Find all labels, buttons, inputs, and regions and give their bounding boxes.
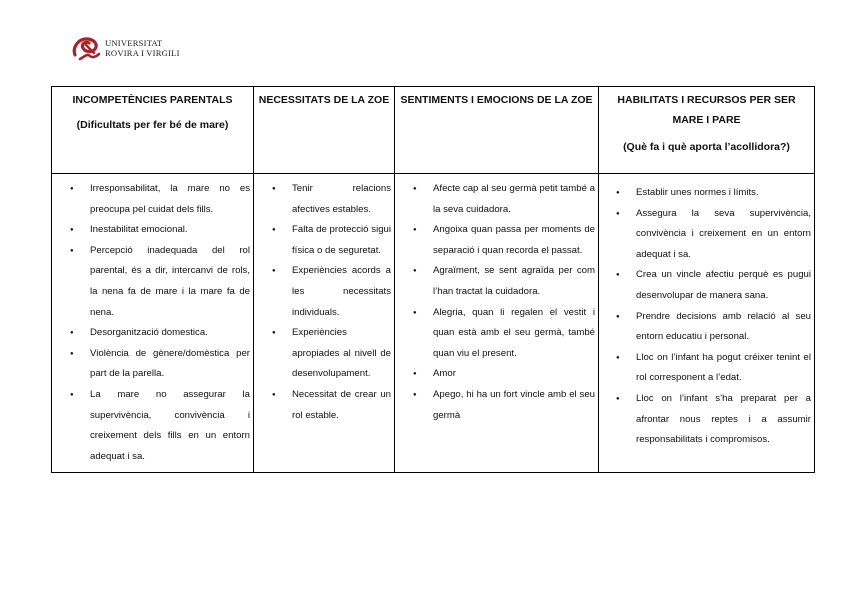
table-body-row [52,174,815,473]
list-item: ● Lloc on l’infant ha pogut créixer tenint el rol corresponent a l’edat. [636,348,811,389]
list-item: ● Agraïment, se sent agraïda per com l’han tractat la cuidadora. [433,261,595,302]
list-item: ● Inestabilitat emocional. [90,220,250,241]
list-item: ● Desorganització domestica. [90,323,250,344]
list-item: ● Percepció inadequada del rol parental, és a dir, intercanvi de rols, la nena fa de mare i la mare fa de nena. [90,241,250,323]
list-item: ● Prendre decisions amb relació al seu entorn educatiu i personal. [636,307,811,348]
column-header-subtitle: (Dificultats per fer bé de mare) [76,119,229,131]
skills-cell [599,174,815,473]
university-emblem-icon [71,35,101,61]
needs-cell [254,174,395,473]
list-item: ● Afecte cap al seu germà petit també a la seva cuidadora. [433,179,595,220]
table-header-row [52,87,815,174]
university-logo [71,34,180,62]
list-item: ● Angoixa quan passa per moments de separació i quan recorda el passat. [433,220,595,261]
needs-list [254,174,394,431]
column-header-needs [254,87,395,174]
column-header-skills [599,87,815,174]
university-name [105,38,180,58]
list-item: ● Apego, hi ha un fort vincle amb el seu germà [433,385,595,426]
incompetencies-list [52,174,253,472]
list-item: ● Amor [433,364,595,385]
list-item: ● Assegura la seva supervivència, convivència i creixement en un entorn adequat i sa. [636,204,811,266]
university-name-line2: ROVIRA I VIRGILI [105,48,180,58]
column-header-incompetencies [52,87,254,174]
list-item: ● Violència de gènere/domèstica per part de la parella. [90,344,250,385]
list-item: ● Establir unes normes i límits. [636,183,811,204]
list-item: ● Tenir relacions afectives estables. [292,179,391,220]
list-item: ● Lloc on l’infant s’ha preparat per a afrontar nous reptes i a assumir responsabilitats i compromisos. [636,389,811,451]
list-item: ● Experiències acords a les necessitats individuals. [292,261,391,323]
column-header-title: SENTIMENTS I EMOCIONS DE LA ZOE [400,94,593,106]
university-name-line1: UNIVERSITAT [105,38,163,48]
list-item: ● Crea un vincle afectiu perquè es pugui desenvolupar de manera sana. [636,265,811,306]
list-item: ● La mare no assegurar la supervivència, convivència i creixement dels fills en un entorn adequat i sa. [90,385,250,467]
list-item: ● Alegria, quan li regalen el vestit i quan està amb el seu germà, també quan viu el present. [433,303,595,365]
column-header-title: NECESSITATS DE LA ZOE [258,94,390,106]
incompetencies-cell [52,174,254,473]
list-item: ● Experiències apropiades al nivell de desenvolupament. [292,323,391,385]
column-header-title: HABILITATS I RECURSOS PER SER MARE I PARE [617,94,796,126]
column-header-feelings [395,87,599,174]
skills-list [599,174,814,456]
column-header-subtitle: (Què fa i què aporta l’acollidora?) [623,141,790,153]
list-item: ● Irresponsabilitat, la mare no es preocupa pel cuidat dels fills. [90,179,250,220]
feelings-list [395,174,598,431]
feelings-cell [395,174,599,473]
parenting-table [51,86,815,473]
list-item: ● Falta de protecció sigui física o de seguretat. [292,220,391,261]
column-header-title: INCOMPETÈNCIES PARENTALS [72,94,233,106]
list-item: ● Necessitat de crear un rol estable. [292,385,391,426]
